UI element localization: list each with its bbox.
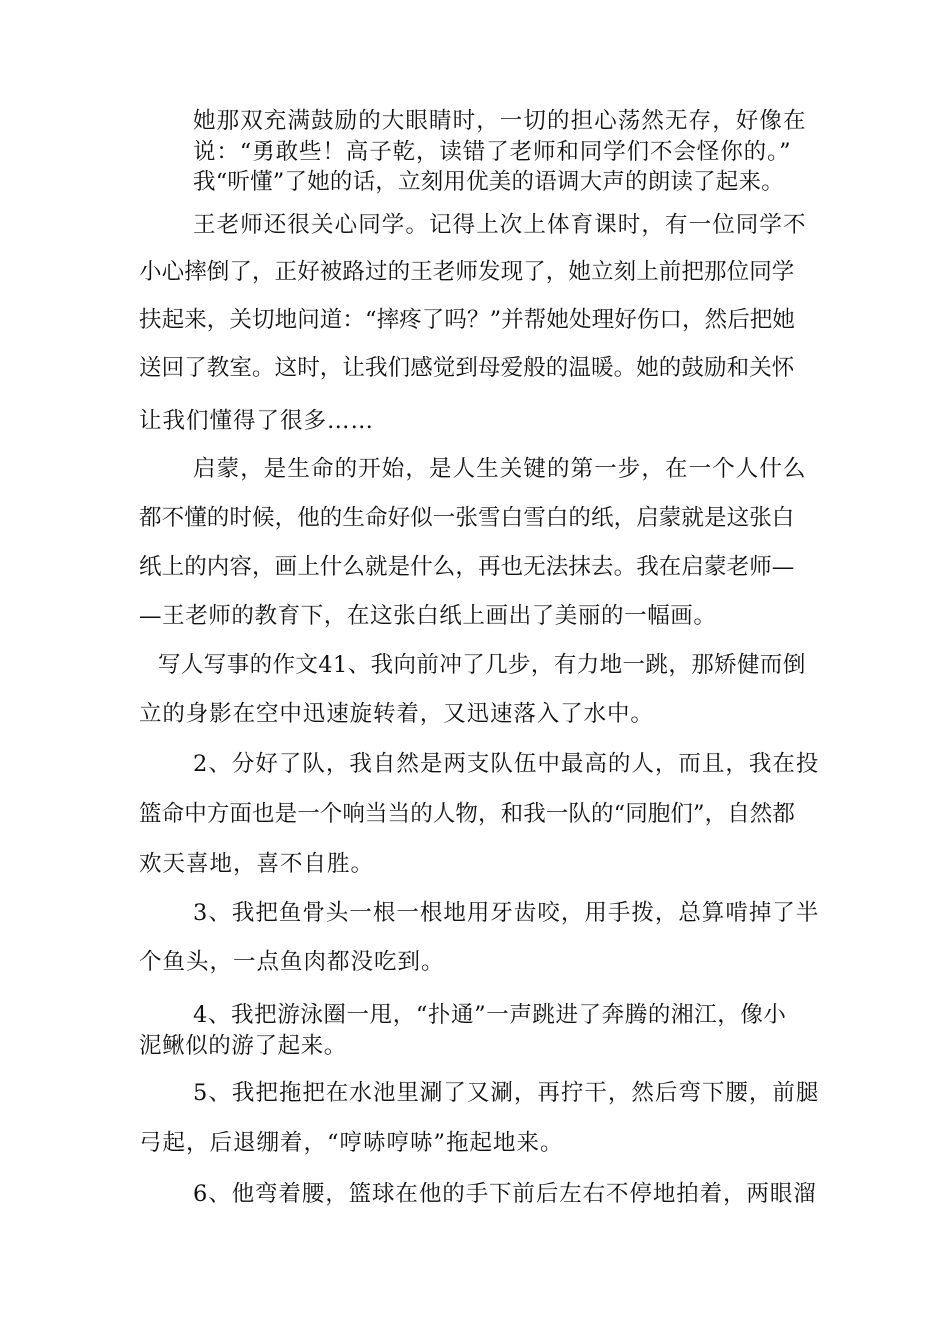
text-line: 说：“勇敢些！高子乾，读错了老师和同学们不会怪你的。” (193, 139, 792, 165)
text-line: 让我们懂得了很多…… (139, 408, 375, 434)
text-line: 我“听懂”了她的话，立刻用优美的语调大声的朗读了起来。 (193, 169, 784, 195)
text-line: 4、我把游泳圈一甩，“扑通”一声跳进了奔腾的湘江，像小 (193, 1002, 787, 1028)
text-line: 欢天喜地，喜不自胜。 (139, 851, 375, 877)
text-line: 纸上的内容，画上什么就是什么，再也无法抹去。我在启蒙老师— (139, 554, 795, 580)
text-line: 都不懂的时候，他的生命好似一张雪白雪白的纸，启蒙就是这张白 (139, 505, 795, 531)
text-line: 5、我把拖把在水池里涮了又涮，再拧干，然后弯下腰，前腿 (193, 1080, 820, 1106)
text-line: 扶起来，关切地问道：“摔疼了吗？”并帮她处理好伤口，然后把她 (139, 307, 796, 333)
text-line: 弓起，后退绷着，“哼哧哼哧”拖起地来。 (139, 1130, 564, 1156)
text-line: 2、分好了队，我自然是两支队伍中最高的人，而且，我在投 (193, 751, 820, 777)
text-line: 个鱼头，一点鱼肉都没吃到。 (139, 949, 445, 975)
text-line: 篮命中方面也是一个响当当的人物，和我一队的“同胞们”，自然都 (139, 801, 796, 827)
text-line: 她那双充满鼓励的大眼睛时，一切的担心荡然无存，好像在 (193, 108, 807, 134)
text-line: 立的身影在空中迅速旋转着，又迅速落入了水中。 (139, 701, 654, 727)
text-line: 王老师还很关心同学。记得上次上体育课时，有一位同学不 (193, 212, 807, 238)
text-line: 6、他弯着腰，篮球在他的手下前后左右不停地拍着，两眼溜 (193, 1181, 817, 1207)
text-line: 小心摔倒了，正好被路过的王老师发现了，她立刻上前把那位同学 (139, 259, 795, 285)
text-line: 启蒙，是生命的开始，是人生关键的第一步，在一个人什么 (193, 456, 807, 482)
text-line: 送回了教室。这时，让我们感觉到母爱般的温暖。她的鼓励和关怀 (139, 355, 795, 381)
text-line: 写人写事的作文41、我向前冲了几步，有力地一跳，那矫健而倒 (158, 652, 806, 678)
text-line: 泥鳅似的游了起来。 (139, 1033, 347, 1059)
text-line: 3、我把鱼骨头一根一根地用牙齿咬，用手拨，总算啃掉了半 (193, 900, 820, 926)
text-line: —王老师的教育下，在这张白纸上画出了美丽的一幅画。 (139, 603, 717, 629)
